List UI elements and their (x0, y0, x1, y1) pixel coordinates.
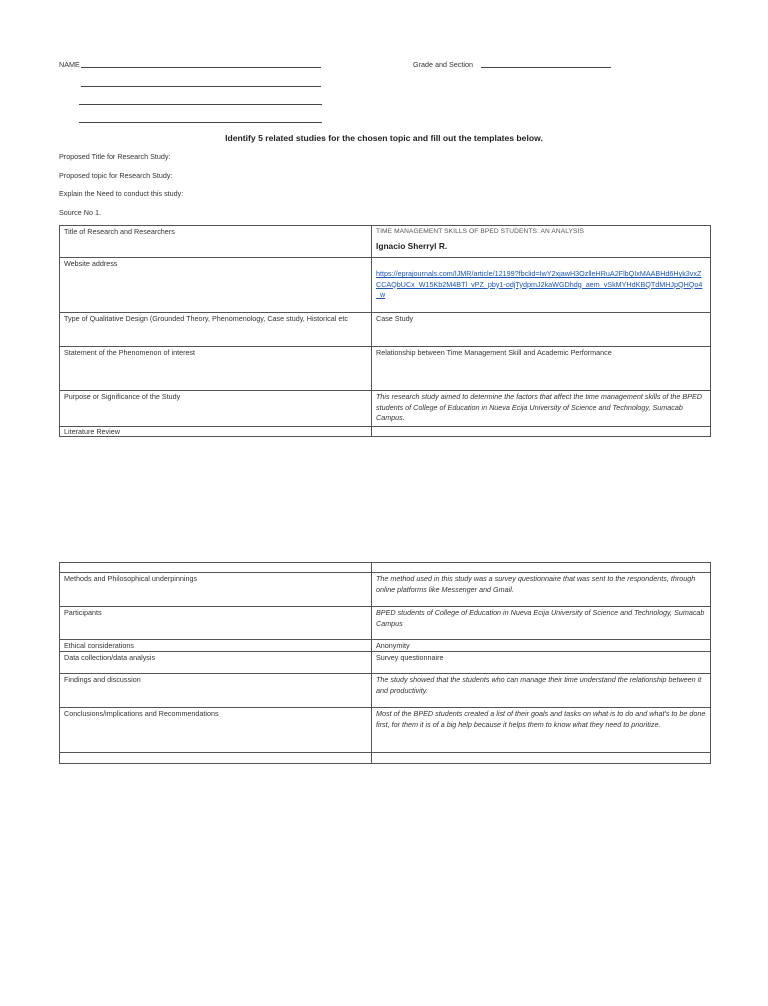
grade-section-label: Grade and Section (413, 60, 473, 69)
table-row (60, 640, 711, 652)
name-label: NAME (59, 60, 80, 69)
literature-review-value[interactable] (372, 427, 711, 437)
source-label: Source No 1. (59, 208, 101, 217)
proposed-topic-label: Proposed topic for Research Study: (59, 171, 173, 180)
table-row (60, 226, 711, 258)
phenomenon-value[interactable]: Relationship between Time Management Skill and Academic Performance (372, 347, 711, 391)
website-cell[interactable] (372, 258, 711, 313)
name-line-3[interactable] (79, 104, 322, 105)
methods-value[interactable]: The method used in this study was a survey questionnaire that was sent to the respondents, through online platforms like Messenger and Gmail. (372, 573, 711, 607)
ethical-label: Ethical considerations (60, 640, 372, 652)
blank-cell[interactable] (60, 563, 372, 573)
source-template-table-1 (59, 225, 711, 437)
phenomenon-label: Statement of the Phenomenon of interest (60, 347, 372, 391)
table-row (60, 652, 711, 674)
table-row (60, 674, 711, 708)
website-link[interactable]: https://eprajournals.com/IJMR/article/12199?fbclid=IwY2xjawH3OzlleHRuA2FlbQIxMAABHd6Hyk3vxZCCAQbUCx_W15Kb2M4BTl_vPZ_pby1-odjTydpmJ2kaWGDhdg_aem_vSkMYHdKBQTdMHJpQHQo4_w (376, 269, 703, 299)
conclusions-label: Conclusions/implications and Recommendations (60, 708, 372, 753)
blank-cell[interactable] (60, 753, 372, 764)
table-row (60, 607, 711, 640)
table-row (60, 347, 711, 391)
researcher-name: Ignacio Sherryl R. (376, 240, 448, 251)
grade-section-line[interactable] (481, 67, 611, 68)
table-row (60, 573, 711, 607)
design-label: Type of Qualitative Design (Grounded Theory, Phenomenology, Case study, Historical etc (60, 313, 372, 347)
data-collection-value[interactable]: Survey questionnaire (372, 652, 711, 674)
proposed-title-label: Proposed Title for Research Study: (59, 152, 171, 161)
methods-label: Methods and Philosophical underpinnings (60, 573, 372, 607)
source-template-table-2 (59, 562, 711, 764)
findings-label: Findings and discussion (60, 674, 372, 708)
design-value[interactable]: Case Study (372, 313, 711, 347)
participants-value[interactable]: BPED students of College of Education in Nueva Ecija University of Science and Technology, Sumacab Campus (372, 607, 711, 640)
purpose-value[interactable]: This research study aimed to determine the factors that affect the time management skills of the BPED students of College of Education in Nueva Ecija University of Science and Technology, Sumacab Campus. (372, 391, 711, 427)
participants-label: Participants (60, 607, 372, 640)
ethical-value[interactable]: Anonymity (372, 640, 711, 652)
instruction-heading: Identify 5 related studies for the chosen topic and fill out the templates below. (225, 133, 543, 143)
name-line-4[interactable] (79, 122, 322, 123)
table-row (60, 391, 711, 427)
table-row (60, 708, 711, 753)
literature-review-label: Literature Review (60, 427, 372, 437)
conclusions-value[interactable]: Most of the BPED students created a list of their goals and tasks on what is to do and what's to be done first, for them it is of a big help because it helps them to know what they need to prioritize. (372, 708, 711, 753)
data-collection-label: Data collection/data analysis (60, 652, 372, 674)
study-title: TIME MANAGEMENT SKILLS OF BPED STUDENTS: AN ANALYSIS (376, 228, 584, 235)
blank-cell[interactable] (372, 563, 711, 573)
name-line[interactable] (81, 67, 321, 68)
title-researchers-cell[interactable] (372, 226, 711, 258)
website-label: Website address (60, 258, 372, 313)
title-researchers-label: Title of Research and Researchers (60, 226, 372, 258)
blank-cell[interactable] (372, 753, 711, 764)
table-row (60, 427, 711, 437)
purpose-label: Purpose or Significance of the Study (60, 391, 372, 427)
findings-value[interactable]: The study showed that the students who can manage their time understand the relationship between it and productivity. (372, 674, 711, 708)
table-row (60, 563, 711, 573)
table-row (60, 313, 711, 347)
need-label: Explain the Need to conduct this study: (59, 189, 184, 198)
table-row (60, 258, 711, 313)
table-row (60, 753, 711, 764)
name-line-2[interactable] (81, 86, 321, 87)
